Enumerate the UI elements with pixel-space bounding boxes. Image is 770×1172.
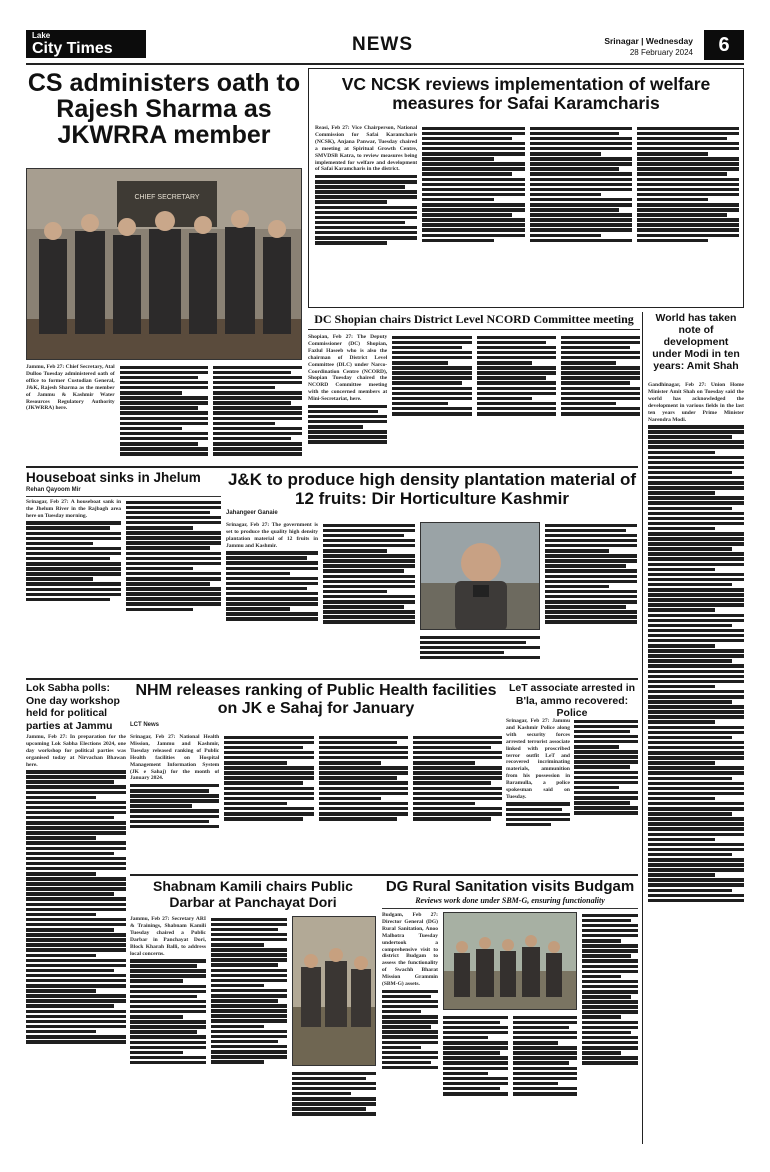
article-modi <box>648 312 744 1144</box>
body-col-4 <box>545 522 637 674</box>
photo-column <box>420 522 540 674</box>
headline: DC Shopian chairs District Level NCORD Committee meeting <box>314 312 634 326</box>
photo-horticulture <box>420 522 540 630</box>
photo-cs-oath-caption: CHIEF SECRETARY <box>134 194 200 201</box>
article-lead: Srinagar, Feb 27: A houseboat sank in the Jhelum River in the Rajbagh area here on Tuesday morning. <box>26 499 121 519</box>
body-col-4 <box>637 125 739 305</box>
body-col-4 <box>413 734 502 870</box>
byline: Rehan Qayoom Mir <box>26 487 221 497</box>
article-lead: Srinagar, Feb 27: National Health Mission, Jammu and Kashmir, Tuesday released ranking of Public Health facilities on Hospital Management Information System (JK e Sahaj) for the month of January 2024. <box>130 734 220 782</box>
headline: J&K to produce high density plantation material of 12 fruits: Dir Horticulture Kashmir <box>227 470 637 508</box>
photo-budgam-image <box>444 913 577 1010</box>
body-col-1 <box>226 522 318 674</box>
headline: VC NCSK reviews implementation of welfare measures for Safai Karamcharis <box>341 74 711 113</box>
section-label: NEWS <box>352 34 413 55</box>
masthead-rule <box>26 63 744 65</box>
body-col-1 <box>26 364 115 462</box>
photo-kamili-image <box>293 917 376 1066</box>
photo-cs-oath-image <box>27 169 302 360</box>
headline: CS administers oath to Rajesh Sharma as JKWRRA member <box>27 69 301 149</box>
body-col-1 <box>315 125 417 305</box>
article-lead: Jammu, Feb 27: Chief Secretary, Atal Dulloo Tuesday administered oath of office to former Custodian General, J&K, Rajesh Sharma as the member of Jammu & Kashmir Water Resources Regulatory Authority (JKWRRA) here. <box>26 364 115 412</box>
body-columns <box>130 734 502 870</box>
masthead-brand-top: Lake <box>32 31 51 40</box>
body-columns <box>506 718 638 870</box>
article-lead: Srinagar, Feb 27: Jammu and Kashmir Police along with security forces arrested terrorist associate linked with proscribed terror outfit LeT and recovered incriminating materials, ammunition from his possession in Baramulla, a police spokesman said on Tuesday. <box>506 718 570 800</box>
headline: Shabnam Kamili chairs Public Darbar at Panchayat Dori <box>153 878 353 910</box>
subheadline: Reviews work done under SBM-G, ensuring functionality <box>382 896 638 909</box>
article-dc-shopian <box>308 312 640 462</box>
body-columns <box>226 522 638 674</box>
body-col-1 <box>130 734 219 870</box>
section-rule <box>26 466 638 468</box>
article-horticulture <box>226 470 638 676</box>
body-col-2 <box>422 125 524 305</box>
body <box>648 382 744 1142</box>
article-cs-oath <box>26 68 302 463</box>
headline: DG Rural Sanitation visits Budgam <box>385 878 635 895</box>
photo-horticulture-image <box>421 523 540 630</box>
page-number: 6 <box>718 34 730 56</box>
photo-kamili <box>292 916 376 1066</box>
article-lok-sabha <box>26 682 126 1142</box>
article-lead: Shopian, Feb 27: The Deputy Commissioner (DC) Shopian, Fazlul Haseeb who is also the chairman of District Level Committee (DLC) under Narco-Coordination Centre (NCORD), Shopian Tuesday chaired the NCORD Committee meeting with the concerned members at Mini-Secretariat, here. <box>308 334 388 403</box>
body-columns <box>26 499 221 675</box>
body-col-2 <box>211 916 287 1142</box>
photo-budgam <box>443 912 577 1010</box>
body-col-2 <box>120 364 209 462</box>
article-kamili <box>130 878 376 1144</box>
headline: Houseboat sinks in Jhelum <box>26 470 201 485</box>
photo-column <box>292 916 376 1142</box>
masthead <box>0 0 770 64</box>
body-columns <box>382 912 638 1142</box>
section-rule-3 <box>130 874 638 876</box>
photo-column-body <box>420 634 540 672</box>
page-number-badge <box>704 30 744 60</box>
photo-cs-oath <box>26 168 302 360</box>
article-lead: Jammu, Feb 27: In preparation for the upcoming Lok Sabha Elections 2024, one day workshop for political parties was organised today at Nirvachan Bhawan here. <box>26 734 126 768</box>
headline: NHM releases ranking of Public Health facilities on JK e Sahaj for January <box>135 682 497 717</box>
article-houseboat <box>26 470 221 676</box>
headline: World has taken note of development under Modi in ten years: Amit Shah <box>652 312 740 372</box>
right-column-rule <box>642 312 643 1144</box>
headline: Lok Sabha polls: One day workshop held for political parties at Jammu <box>26 682 120 732</box>
article-lead: Reasi, Feb 27: Vice Chairperson, National Commission for Safai Karamcharis (NCSK), Anjana Panwar, Tuesday chaired a meeting at Spiritual Growth Centre, SMVDSB Katra, to review measures being implemented for welfare and development of Safai Karamcharis in the district. <box>315 125 418 173</box>
body-col-3 <box>213 364 302 462</box>
body-columns <box>308 334 640 460</box>
body-col-3 <box>319 734 408 870</box>
article-lead: Jammu, Feb 27: Secretary ARI & Trainings, Shabnam Kamili Tuesday chaired a Public Darbar in Panchayat Dori, Block Kharah Balli, to address local concerns. <box>130 916 206 957</box>
body-col-2 <box>392 334 471 460</box>
article-budgam <box>382 878 638 1144</box>
article-vc-ncsk <box>308 68 744 308</box>
body-col-1 <box>308 334 387 460</box>
body-col-1 <box>130 916 206 1142</box>
article-nhm <box>130 682 502 872</box>
masthead-brand-main: City Times <box>32 40 113 57</box>
article-lead: Srinagar, Feb 27: The government is set to produce the quality high density plantation material of 12 fruits in Jammu and Kashmir. <box>226 522 318 549</box>
masthead-date: 28 February 2024 <box>629 48 693 57</box>
body-columns <box>315 125 739 305</box>
body-columns <box>130 916 376 1142</box>
body-col-2 <box>323 522 415 674</box>
body-col-1 <box>382 912 438 1142</box>
photo-column-body <box>292 1070 376 1140</box>
article-lead: Gandhinagar, Feb 27: Union Home Minister Amit Shah on Tuesday said the world has acknowledged the development in various fields in the last ten years under Prime Minister Narendra Modi. <box>648 382 744 423</box>
body-col-4 <box>561 334 640 460</box>
photo-column-body <box>443 1014 577 1140</box>
body-col-3 <box>530 125 632 305</box>
body-col-2 <box>574 718 638 870</box>
masthead-place-day: Srinagar | Wednesday <box>604 36 693 46</box>
body-col-1 <box>506 718 570 870</box>
photo-column <box>443 912 577 1142</box>
section-rule-2 <box>26 678 638 680</box>
headline-rule <box>308 329 640 330</box>
body <box>26 734 126 1138</box>
body-col-3 <box>477 334 556 460</box>
article-lead: Budgam, Feb 27: Director General (DG) Rural Sanitation, Anoo Malhotra Tuesday undertook a comprehensive visit to district Budgam to assess the functionality of Swachh Bharat Mission Grammin (SBM-G) assets. <box>382 912 438 988</box>
byline: Jahangeer Ganaie <box>226 510 278 516</box>
headline: LeT associate arrested in B'la, ammo recovered: Police <box>508 682 636 719</box>
body-col-3 <box>582 912 638 1142</box>
body-col-2 <box>224 734 313 870</box>
byline: LCT News <box>130 722 160 728</box>
article-let <box>506 682 638 872</box>
body-col-1 <box>26 499 121 675</box>
body-columns <box>26 364 302 462</box>
masthead-logo <box>26 30 146 58</box>
body-col-2 <box>126 499 221 675</box>
